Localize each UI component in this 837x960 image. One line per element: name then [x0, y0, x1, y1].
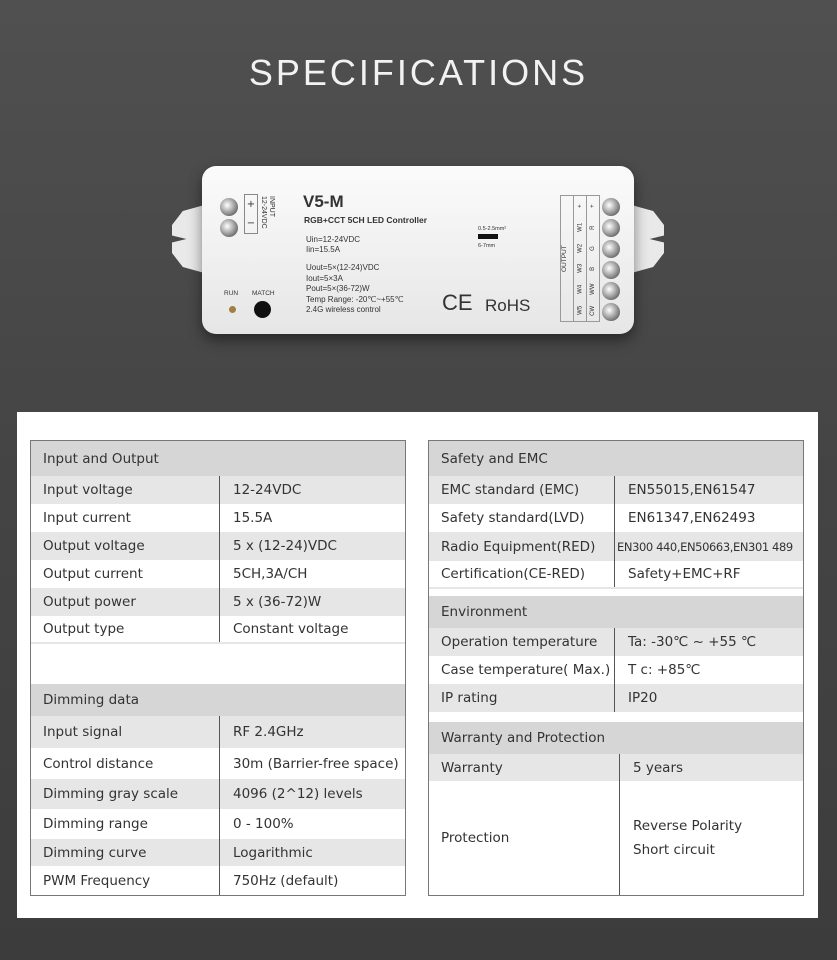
output-pin-label: W4 — [577, 285, 583, 295]
section-header — [429, 596, 803, 628]
row-value: Safety+EMC+RF — [614, 561, 741, 587]
run-label: RUN — [224, 290, 239, 297]
output-pin-label: R — [590, 225, 597, 230]
output-label: OUTPUT — [561, 245, 568, 272]
product-image: + − INPUT 12-24VDC V5-M RGB+CCT 5CH LED Controller Uin=12-24VDC Iin=15.5A Uout=5×(12-24)VDC Iout=5×3A Pout=5×(36-72)W Temp Range: -20℃~+55℃ 2.4G wireless control RUN MATCH 0.5-2.5mm² 6-7mm CE RoHS OUTPUT + W1 W2 W3 W4 W5 + R G B WW CW — [202, 166, 634, 334]
row-value: Constant voltage — [219, 616, 348, 642]
spec-line: Temp Range: -20℃~+55℃ — [306, 294, 404, 304]
table-row — [429, 628, 803, 656]
table-row — [429, 476, 803, 504]
row-label: Dimming range — [43, 816, 148, 832]
page-title: SPECIFICATIONS — [248, 52, 589, 93]
table-row — [31, 779, 405, 809]
output-pin-label: W3 — [577, 264, 583, 274]
terminal-screw-icon — [602, 198, 620, 216]
section-title: Safety and EMC — [441, 450, 548, 467]
row-value: 0 - 100% — [219, 809, 294, 839]
table-row — [31, 588, 405, 616]
section-title: Dimming data — [43, 692, 140, 708]
row-value: 4096 (2^12) levels — [219, 779, 363, 809]
output-pin-label: CW — [590, 305, 597, 316]
spec-line: 2.4G wireless control — [306, 305, 381, 314]
row-label: Input voltage — [43, 482, 133, 498]
protection-item: Short circuit — [633, 842, 715, 858]
row-value: 15.5A — [219, 504, 272, 532]
table-row — [429, 532, 803, 561]
table-row — [31, 866, 405, 895]
row-value: 30m (Barrier-free space) — [219, 748, 399, 779]
table-row — [31, 560, 405, 588]
row-label: Output type — [43, 621, 125, 637]
protection-item: Reverse Polarity — [633, 818, 743, 834]
model-subtitle: RGB+CCT 5CH LED Controller — [304, 215, 428, 225]
terminal-screw-icon — [602, 282, 620, 300]
spec-table-right — [428, 440, 804, 896]
row-label: Protection — [441, 830, 510, 846]
table-row — [429, 781, 803, 895]
output-pin-label: + — [577, 204, 583, 209]
input-label: INPUT — [268, 196, 275, 217]
row-label: Warranty — [441, 759, 503, 776]
row-label: Safety standard(LVD) — [441, 510, 585, 526]
row-value: T c: +85℃ — [614, 656, 700, 684]
row-label: Control distance — [43, 755, 154, 772]
table-row — [429, 561, 803, 589]
ce-mark: CE — [442, 290, 473, 315]
rohs-mark: RoHS — [485, 296, 531, 315]
spec-line: Pout=5×(36-72)W — [306, 284, 370, 293]
spec-table-left — [30, 440, 406, 896]
row-label: Input current — [43, 510, 131, 526]
row-value: Logarithmic — [219, 839, 313, 866]
terminal-screw-icon — [220, 219, 238, 237]
model-name: V5-M — [303, 192, 344, 211]
table-row — [31, 809, 405, 839]
output-pin-label: + — [590, 204, 597, 209]
terminal-screw-icon — [602, 303, 620, 321]
match-button[interactable] — [254, 301, 271, 318]
row-label: IP rating — [441, 690, 498, 706]
terminal-screw-icon — [602, 261, 620, 279]
row-label: Certification(CE-RED) — [441, 566, 586, 582]
table-row — [31, 532, 405, 560]
row-label: Output current — [43, 566, 143, 582]
row-value: Ta: -30℃ ~ +55 ℃ — [614, 628, 756, 656]
output-pin-label: W5 — [577, 306, 583, 316]
row-value: EN300 440,EN50663,EN301 489 — [614, 532, 793, 561]
spec-line: Iin=15.5A — [306, 245, 341, 254]
row-label: Radio Equipment(RED) — [441, 538, 596, 555]
row-value: EN61347,EN62493 — [614, 504, 755, 532]
input-range: 12-24VDC — [260, 196, 267, 229]
row-value: 5CH,3A/CH — [219, 560, 307, 588]
table-row — [429, 754, 803, 781]
section-title: Warranty and Protection — [441, 730, 606, 746]
section-header — [429, 722, 803, 754]
row-value — [619, 781, 742, 895]
strip-length: 6-7mm — [478, 243, 496, 249]
row-label: Case temperature( Max.) — [441, 662, 611, 678]
table-row — [31, 504, 405, 532]
row-value: RF 2.4GHz — [219, 716, 304, 748]
table-row — [429, 656, 803, 684]
output-pin-label: W1 — [577, 222, 583, 232]
wire-gauge: 0.5-2.5mm² — [478, 226, 507, 232]
output-pin-label: B — [590, 266, 597, 271]
run-led-icon — [229, 306, 236, 313]
row-label: Output power — [43, 594, 136, 610]
row-value: IP20 — [614, 684, 657, 712]
row-value: 5 x (36-72)W — [219, 588, 321, 616]
terminal-screw-icon — [602, 240, 620, 258]
output-pin-label: W2 — [577, 243, 583, 253]
row-label: Input signal — [43, 724, 123, 740]
table-row — [429, 684, 803, 712]
section-title: Input and Output — [43, 450, 159, 467]
output-pin-label: WW — [590, 284, 597, 296]
table-row — [31, 476, 405, 504]
output-pin-label: G — [590, 245, 597, 251]
table-row — [429, 504, 803, 532]
terminal-screw-icon — [220, 198, 238, 216]
row-value: 5 years — [619, 754, 683, 781]
spec-line: Iout=5×3A — [306, 273, 343, 283]
spec-line: Uin=12-24VDC — [306, 235, 361, 244]
spec-line: Uout=5×(12-24)VDC — [306, 263, 380, 272]
row-label: Dimming gray scale — [43, 786, 179, 802]
section-header — [31, 441, 405, 476]
row-value: 12-24VDC — [219, 476, 301, 504]
section-title: Environment — [441, 604, 528, 620]
row-label: Output voltage — [43, 538, 145, 554]
row-label: EMC standard (EMC) — [441, 482, 580, 498]
section-header — [429, 441, 803, 476]
section-header — [31, 684, 405, 716]
table-row — [31, 616, 405, 644]
row-label: PWM Frequency — [43, 872, 151, 889]
match-label: MATCH — [252, 290, 275, 297]
terminal-screw-icon — [602, 219, 620, 237]
row-label: Operation temperature — [441, 634, 598, 650]
row-label: Dimming curve — [43, 844, 147, 861]
row-value: 5 x (12-24)VDC — [219, 532, 337, 560]
table-row — [31, 748, 405, 779]
table-row — [31, 839, 405, 866]
table-row — [31, 716, 405, 748]
wire-strip-icon — [478, 234, 498, 239]
row-value: EN55015,EN61547 — [614, 476, 755, 504]
row-value: 750Hz (default) — [219, 866, 338, 895]
